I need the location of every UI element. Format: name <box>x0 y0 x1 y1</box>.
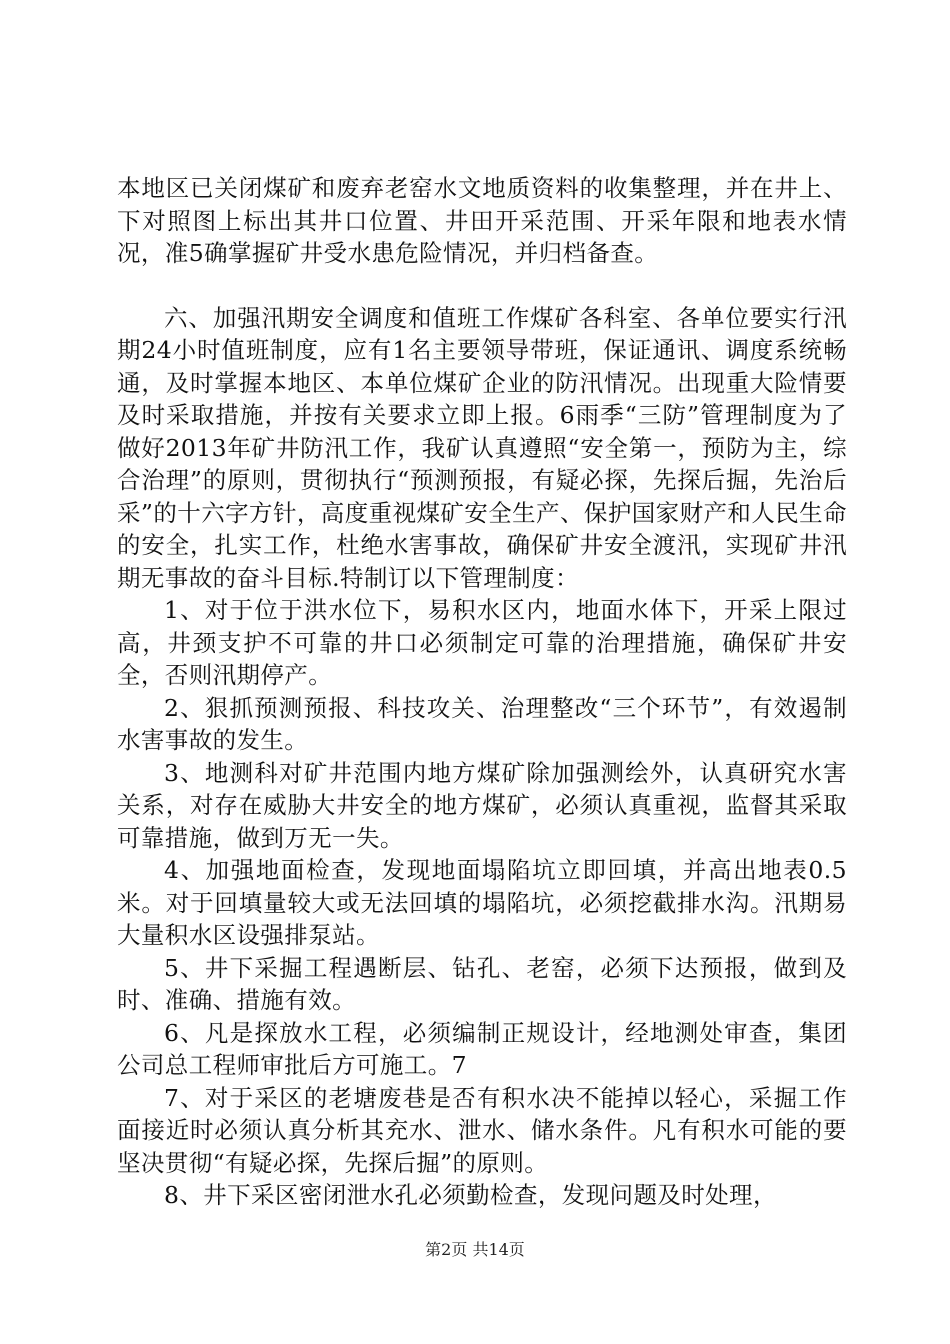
page-number-footer: 第2页 共14页 <box>425 1240 525 1259</box>
list-item-rule-8: 8、井下采区密闭泄水孔必须勤检查，发现问题及时处理， <box>164 1181 777 1209</box>
list-item-rule-5: 5、井下采掘工程遇断层、钻孔、老窑，必须下达预报，做到及时、准确、措施有效。 <box>117 953 847 1014</box>
list-item-rule-4: 4、加强地面检查，发现地面塌陷坑立即回填，并高出地表0.5米。对于回填量较大或无法回填的塌陷坑，必须挖截排水沟。汛期易大量积水区设强排泵站。 <box>117 856 847 949</box>
paragraph-continuation: 本地区已关闭煤矿和废弃老窑水文地质资料的收集整理，并在井上、下对照图上标出其井口位置、井田开采范围、开采年限和地表水情况，准5确掌握矿井受水患危险情况，并归档备查。 <box>117 174 847 267</box>
list-item-rule-2: 2、狠抓预测预报、科技攻关、治理整改“三个环节”，有效遏制水害事故的发生。 <box>117 693 847 754</box>
list-item-rule-7: 7、对于采区的老塘废巷是否有积水决不能掉以轻心，采掘工作面接近时必须认真分析其充水、泄水、储水条件。凡有积水可能的要坚决贯彻“有疑必探，先探后掘”的原则。 <box>117 1083 847 1177</box>
list-item-rule-3: 3、地测科对矿井范围内地方煤矿除加强测绘外，认真研究水害关系，对存在威胁大井安全的地方煤矿，必须认真重视，监督其采取可靠措施，做到万无一失。 <box>117 758 847 852</box>
paragraph-section-six: 六、加强汛期安全调度和值班工作煤矿各科室、各单位要实行汛期24小时值班制度，应有1名主要领导带班，保证通讯、调度系统畅通，及时掌握本地区、本单位煤矿企业的防汛情况。出现重大险情要及时采取措施，并按有关要求立即上报。6雨季“三防”管理制度为了做好2013年矿井防汛工作，我矿认真遵照“安全第一，预防为主，综合治理”的原则，贯彻执行“预测预报，有疑必探，先探后掘，先治后采”的十六字方针，高度重视煤矿安全生产、保护国家财产和人民生命的安全，扎实工作，杜绝水害事故，确保矿井安全渡汛，实现矿井汛期无事故的奋斗目标.特制订以下管理制度： <box>117 303 847 592</box>
list-item-rule-1: 1、对于位于洪水位下，易积水区内，地面水体下，开采上限过高，井颈支护不可靠的井口必须制定可靠的治理措施，确保矿井安全，否则汛期停产。 <box>117 596 847 689</box>
list-item-rule-6: 6、凡是探放水工程，必须编制正规设计，经地测处审查，集团公司总工程师审批后方可施工。7 <box>117 1018 847 1079</box>
document-body <box>117 172 847 1212</box>
